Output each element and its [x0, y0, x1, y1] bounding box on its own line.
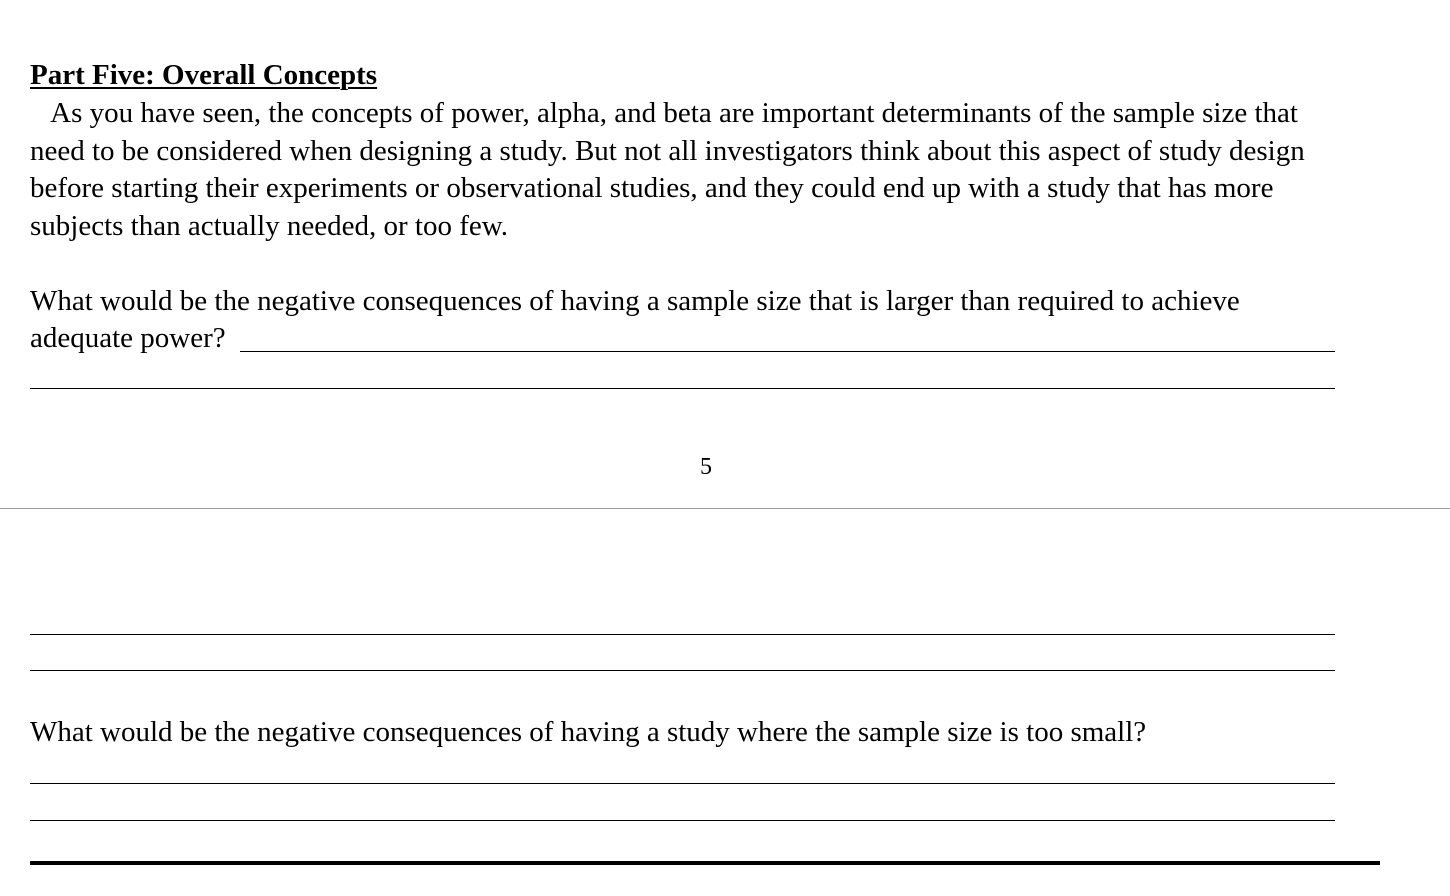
- answer-blank-q2-line-1[interactable]: [30, 783, 1335, 784]
- answer-blank-q1-line-3[interactable]: [30, 634, 1335, 635]
- intro-line-4: subjects than actually needed, or too few.: [30, 210, 509, 242]
- page-break-divider: [0, 508, 1450, 509]
- question-1-line-1: What would be the negative consequences of having a sample size that is larger than required to achieve: [30, 285, 1240, 317]
- page-number: 5: [700, 454, 712, 480]
- section-end-rule: [30, 861, 1380, 865]
- answer-blank-q2-line-2[interactable]: [30, 820, 1335, 821]
- answer-blank-q1-line-1[interactable]: [240, 351, 1335, 352]
- section-heading: Part Five: Overall Concepts: [30, 59, 378, 91]
- question-1-line-2: adequate power?: [30, 322, 226, 354]
- question-2-text: What would be the negative consequences of having a study where the sample size is too small?: [30, 716, 1147, 748]
- intro-line-2: need to be considered when designing a study. But not all investigators think about this aspect of study design: [30, 135, 1305, 167]
- answer-blank-q1-line-4[interactable]: [30, 670, 1335, 671]
- intro-line-3: before starting their experiments or observational studies, and they could end up with a study that has more: [30, 172, 1274, 204]
- intro-line-1: As you have seen, the concepts of power, alpha, and beta are important determinants of the sample size that: [30, 97, 1298, 129]
- answer-blank-q1-line-2[interactable]: [30, 388, 1335, 389]
